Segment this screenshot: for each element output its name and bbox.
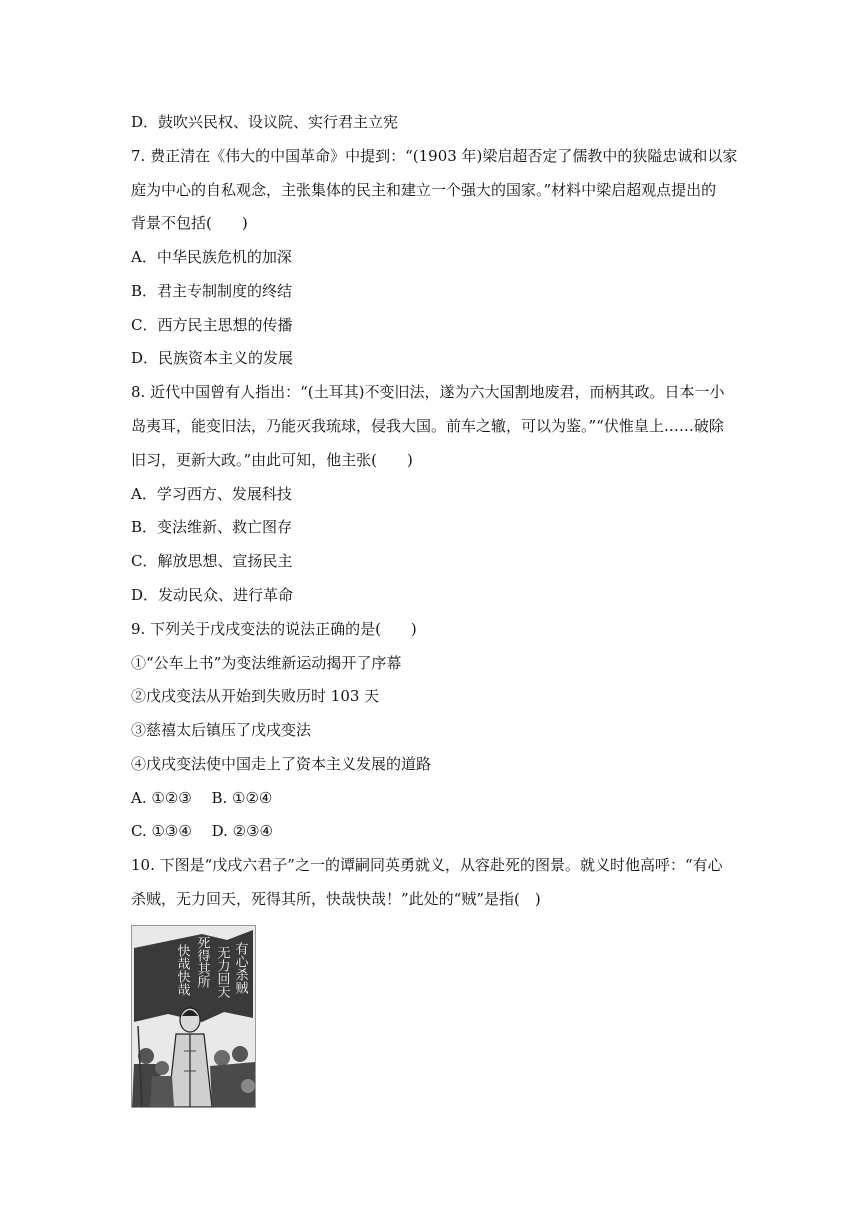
tan-sitong-illustration [131,925,256,1108]
option-c-q8: C．解放思想、宣扬民主 [131,552,293,570]
statement-1-q9: ①“公车上书”为变法维新运动揭开了序幕 [131,654,402,672]
question-7-stem-line-2: 庭为中心的自私观念，主张集体的民主和建立一个强大的国家。”材料中梁启超观点提出的 [131,181,717,199]
calligraphy-right: 有心杀贼 [232,942,248,994]
option-a-q7: A．中华民族危机的加深 [131,248,292,266]
option-b-q7: B．君主专制制度的终结 [131,282,293,300]
question-8-stem-line-3: 旧习，更新大政。”由此可知，他主张( ) [131,451,413,469]
calligraphy-left: 死得其所 [194,936,210,988]
question-8-stem-line-1: 8. 近代中国曾有人指出：“(土耳其)不变旧法，遂为六大国割地废君，而柄其政。日本一小 [131,383,725,401]
statement-4-q9: ④戊戌变法使中国走上了资本主义发展的道路 [131,755,432,773]
question-10-stem-line-1: 10. 下图是“戊戌六君子”之一的谭嗣同英勇就义，从容赴死的图景。就义时他高呼：“有心 [131,856,723,874]
question-8-stem-line-2: 岛夷耳，能变旧法，乃能灭我琉球，侵我大国。前车之辙，可以为鉴。”“伏惟皇上……破除 [131,417,724,435]
option-d-q6: D．鼓吹兴民权、设议院、实行君主立宪 [131,113,399,131]
question-7-stem-line-3: 背景不包括( ) [131,214,248,232]
calligraphy-mid: 无力回天 [214,946,230,998]
question-7-stem-line-1: 7. 费正清在《伟大的中国革命》中提到：“(1903 年)梁启超否定了儒教中的狭隘忠诚和以家 [131,147,738,165]
option-c-q7: C．西方民主思想的传播 [131,316,293,334]
options-cd-q9: C. ①③④ D. ②③④ [131,822,273,840]
option-b-q8: B．变法维新、救亡图存 [131,518,293,536]
calligraphy-far: 快哉快哉 [174,944,190,996]
options-ab-q9: A. ①②③ B. ①②④ [131,789,273,807]
statement-2-q9: ②戊戌变法从开始到失败历时 103 天 [131,687,380,705]
option-d-q8: D．发动民众、进行革命 [131,586,294,604]
question-9-stem: 9. 下列关于戊戌变法的说法正确的是( ) [131,620,417,638]
option-d-q7: D．民族资本主义的发展 [131,349,294,367]
statement-3-q9: ③慈禧太后镇压了戊戌变法 [131,721,312,739]
question-10-stem-line-2: 杀贼，无力回天，死得其所，快哉快哉！”此处的“贼”是指( ) [131,890,541,908]
option-a-q8: A．学习西方、发展科技 [131,485,292,503]
